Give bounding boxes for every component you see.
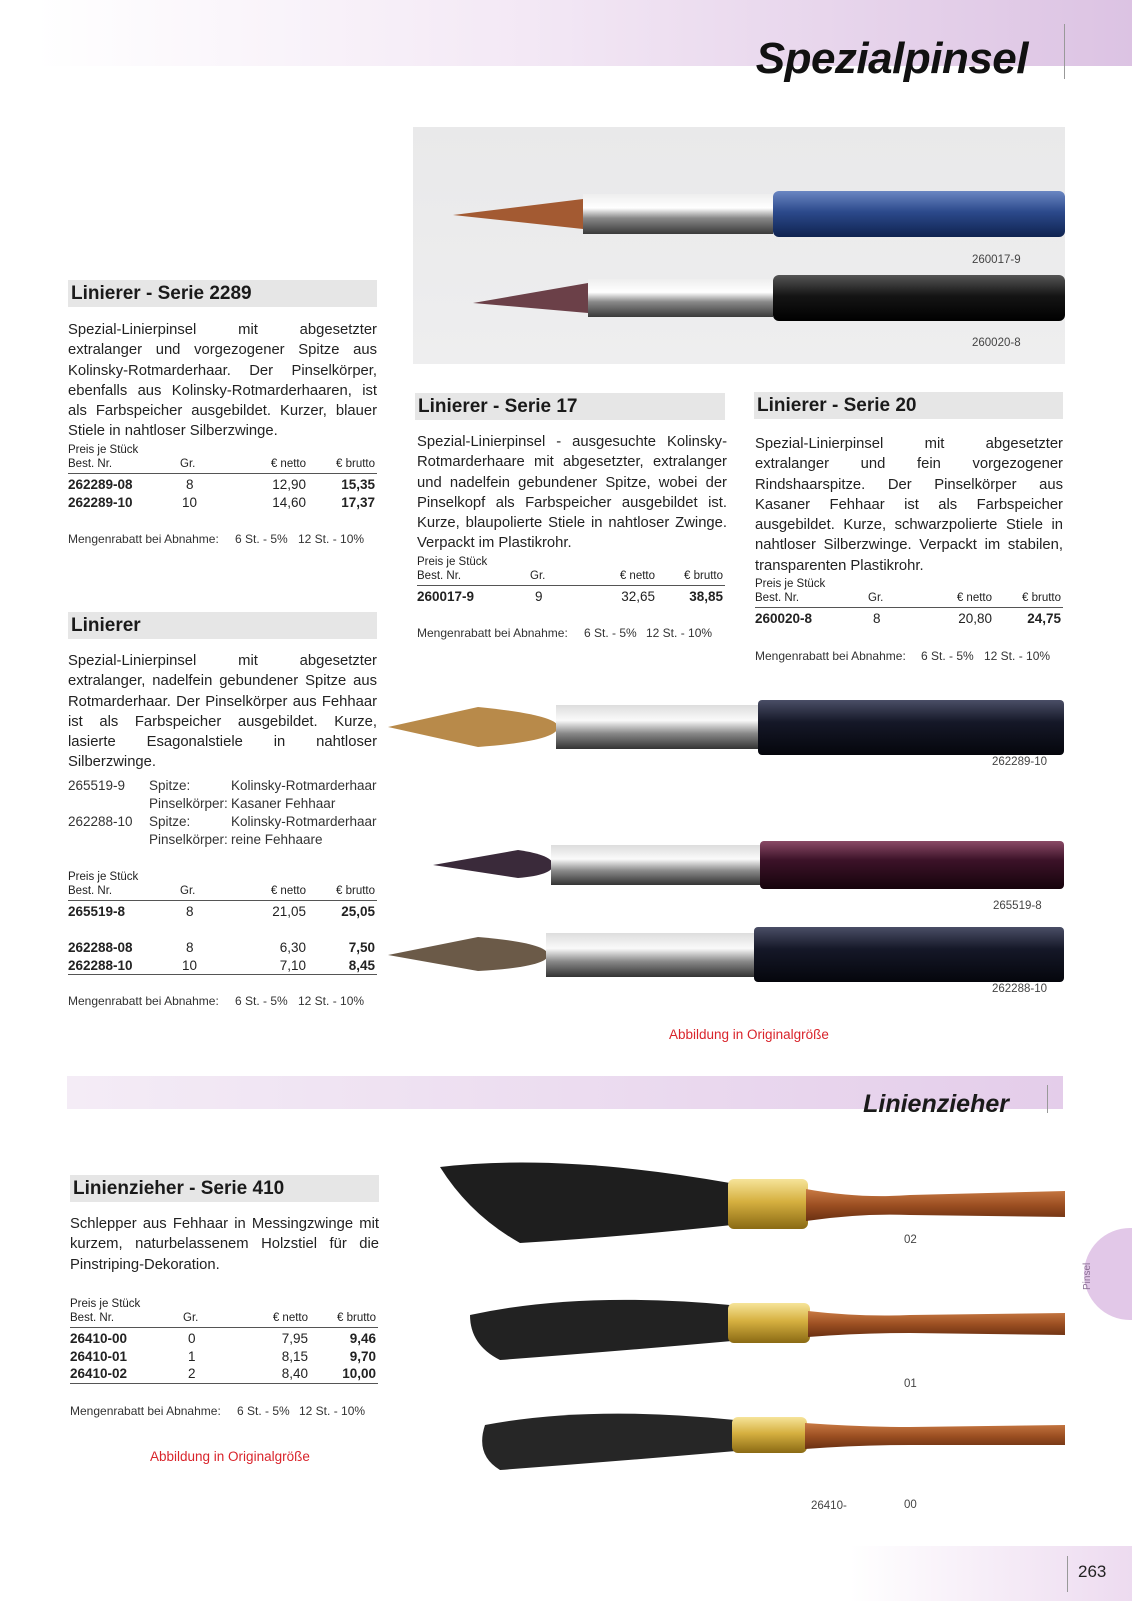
heading-divider <box>1047 1085 1048 1113</box>
table-row <box>70 1349 378 1367</box>
cell-brutto: 15,35 <box>341 477 375 492</box>
table-row <box>68 904 377 940</box>
col-gr-header: Gr. <box>868 592 884 604</box>
section-title-17: Linierer - Serie 17 <box>415 393 725 420</box>
photo-label: 00 <box>904 1499 917 1511</box>
cell-netto: 20,80 <box>958 611 992 626</box>
original-size-note: Abbildung in Originalgröße <box>669 1027 829 1042</box>
price-table-20 <box>755 578 1063 629</box>
cell-netto: 8,15 <box>281 1348 308 1364</box>
cell-nr: 260020-8 <box>755 611 813 626</box>
brush-illustration-svg <box>440 1155 1065 1495</box>
material-specs <box>68 777 377 849</box>
cell-gr: 9 <box>535 589 543 604</box>
cell-gr: 10 <box>182 957 198 973</box>
spec-value: Kolinsky-Rotmarderhaar <box>231 814 377 829</box>
cell-nr: 26410-00 <box>70 1331 128 1346</box>
side-register-label: Pinsel <box>1082 1262 1093 1290</box>
page-title: Spezialpinsel <box>755 34 1028 83</box>
photo-label: 260017-9 <box>972 254 1021 266</box>
col-nr-header: Best. Nr. <box>70 1312 115 1324</box>
cell-brutto: 17,37 <box>341 494 375 510</box>
cell-netto: 32,65 <box>621 589 655 604</box>
discount-12: 12 St. - 10% <box>299 1404 366 1418</box>
spec-value: reine Fehhaare <box>231 832 323 847</box>
volume-discount <box>68 994 377 1010</box>
cell-gr: 8 <box>186 904 194 919</box>
volume-discount <box>68 532 377 548</box>
brush-photo-linierer <box>388 695 1064 995</box>
photo-label: 265519-8 <box>993 900 1042 912</box>
brush-illustration-svg <box>413 127 1065 364</box>
spec-nr: 262288-10 <box>68 814 133 829</box>
col-nr-header: Best. Nr. <box>755 592 800 604</box>
cell-brutto: 24,75 <box>1027 611 1061 626</box>
table-row <box>755 611 1063 629</box>
cell-brutto: 9,46 <box>349 1331 376 1346</box>
linienzieher-heading: Linienzieher <box>863 1090 1009 1118</box>
cell-netto: 12,90 <box>272 477 306 492</box>
col-nr-header: Best. Nr. <box>417 570 462 582</box>
cell-nr: 26410-02 <box>70 1366 128 1381</box>
discount-12: 12 St. - 10% <box>298 532 365 546</box>
cell-netto: 6,30 <box>279 940 306 955</box>
cell-gr: 1 <box>188 1348 196 1364</box>
cell-gr: 2 <box>188 1366 196 1381</box>
price-per-piece-label: Preis je Stück <box>755 578 826 590</box>
discount-12: 12 St. - 10% <box>984 649 1051 663</box>
discount-12: 12 St. - 10% <box>646 626 713 640</box>
col-netto-header: € netto <box>270 885 306 897</box>
price-table-2289 <box>68 444 377 512</box>
col-netto-header: € netto <box>272 1312 308 1324</box>
cell-gr: 0 <box>188 1331 196 1346</box>
col-gr-header: Gr. <box>183 1312 199 1324</box>
col-brutto-header: € brutto <box>1022 592 1061 604</box>
spec-key: Spitze: <box>149 778 191 793</box>
brush-illustration-svg <box>388 695 1064 995</box>
cell-brutto: 25,05 <box>341 904 375 919</box>
original-size-note: Abbildung in Originalgröße <box>150 1449 310 1464</box>
title-divider <box>1064 24 1065 79</box>
section-desc-410: Schlepper aus Fehhaar in Messingzwinge mit kurzem, naturbelassenem Holzstiel für die Pinstriping-Dekoration. <box>70 1216 379 1273</box>
cell-netto: 7,10 <box>279 957 306 973</box>
price-per-piece-label: Preis je Stück <box>68 444 139 456</box>
section-desc-linierer: Spezial-Linierpinsel mit abgesetzter extralanger, nadelfein gebundener Spitze aus Rotmarderhaar. Der Pinselkörper aus Fehhaar ist als Farbspeicher ausgebildet. Kurze, lasierte Esagonalstiele in nahtloser Silberzwinge. <box>68 653 377 771</box>
discount-label: Mengenrabatt bei Abnahme: <box>417 626 568 640</box>
col-brutto-header: € brutto <box>336 458 375 470</box>
spec-key: Pinselkörper: <box>149 796 228 811</box>
price-per-piece-label: Preis je Stück <box>70 1298 141 1310</box>
cell-gr: 8 <box>873 611 881 626</box>
col-netto-header: € netto <box>619 570 655 582</box>
cell-brutto: 10,00 <box>342 1366 376 1381</box>
price-per-piece-label: Preis je Stück <box>417 556 488 568</box>
footer-divider <box>1067 1556 1068 1592</box>
discount-6: 6 St. - 5% <box>237 1404 290 1418</box>
cell-nr: 262289-08 <box>68 477 133 492</box>
price-per-piece-label: Preis je Stück <box>68 871 139 883</box>
table-row <box>70 1331 378 1349</box>
price-table-17 <box>417 556 725 607</box>
section-title-410: Linienzieher - Serie 410 <box>70 1175 379 1202</box>
cell-brutto: 38,85 <box>689 589 723 604</box>
photo-label: 01 <box>904 1378 917 1390</box>
col-gr-header: Gr. <box>180 458 196 470</box>
cell-netto: 21,05 <box>272 904 306 919</box>
section-title-20: Linierer - Serie 20 <box>754 392 1063 419</box>
cell-nr: 262288-10 <box>68 957 133 973</box>
section-desc-2289: Spezial-Linierpinsel mit abgesetzter extralanger und vorgezogener Spitze aus Kolinsky-Rotmarderhaar. Der Pinselkörper, ebenfalls aus Kolinsky-Rotmarderhaaren, ist als Farbspeicher ausgebildet. Kurzer, blauer Stiele in nahtloser Silberzwinge. <box>68 322 377 440</box>
discount-6: 6 St. - 5% <box>921 649 974 663</box>
col-brutto-header: € brutto <box>337 1312 376 1324</box>
table-row <box>68 495 377 513</box>
col-brutto-header: € brutto <box>684 570 723 582</box>
cell-gr: 8 <box>186 940 194 955</box>
brush-photo-linienzieher <box>440 1155 1065 1495</box>
discount-label: Mengenrabatt bei Abnahme: <box>755 649 906 663</box>
cell-gr: 8 <box>186 477 194 492</box>
cell-gr: 10 <box>182 494 198 510</box>
photo-label: 260020-8 <box>972 337 1021 349</box>
photo-label: 262289-10 <box>992 756 1047 768</box>
section-title-2289: Linierer - Serie 2289 <box>68 280 377 307</box>
cell-nr: 26410-01 <box>70 1348 128 1364</box>
discount-label: Mengenrabatt bei Abnahme: <box>68 994 219 1008</box>
col-nr-header: Best. Nr. <box>68 458 113 470</box>
discount-6: 6 St. - 5% <box>235 532 288 546</box>
col-gr-header: Gr. <box>530 570 546 582</box>
cell-nr: 260017-9 <box>417 589 475 604</box>
cell-brutto: 9,70 <box>349 1348 376 1364</box>
discount-6: 6 St. - 5% <box>235 994 288 1008</box>
discount-12: 12 St. - 10% <box>298 994 365 1008</box>
brush-photo-series17-20 <box>413 127 1065 364</box>
section-desc-17: Spezial-Linierpinsel - ausgesuchte Kolinsky-Rotmarderhaare mit abgesetzter, extralanger und nadelfein gebundener Spitze, wobei der Pinselkopf als Farbspeicher ausgebildet ist. Kurze, blaupolierte Stiele in nahtloser Zwinge. Verpackt im Plastikrohr. <box>417 434 727 552</box>
cell-netto: 8,40 <box>281 1366 308 1381</box>
table-row <box>417 589 725 607</box>
col-netto-header: € netto <box>956 592 992 604</box>
cell-nr: 262289-10 <box>68 494 133 510</box>
col-gr-header: Gr. <box>180 885 196 897</box>
col-nr-header: Best. Nr. <box>68 885 113 897</box>
cell-netto: 7,95 <box>281 1331 308 1346</box>
volume-discount <box>417 626 725 642</box>
spec-key: Pinselkörper: <box>149 832 228 847</box>
photo-label: 262288-10 <box>992 983 1047 995</box>
spec-nr: 265519-9 <box>68 778 126 793</box>
table-row <box>68 477 377 495</box>
spec-key: Spitze: <box>149 814 191 829</box>
cell-brutto: 7,50 <box>348 940 375 955</box>
table-row <box>70 1366 378 1384</box>
cell-netto: 14,60 <box>272 494 306 510</box>
table-row <box>68 958 377 976</box>
price-table-410 <box>70 1298 378 1384</box>
page-number: 263 <box>1078 1562 1107 1581</box>
cell-nr: 265519-8 <box>68 904 126 919</box>
price-table-linierer <box>68 871 377 975</box>
discount-label: Mengenrabatt bei Abnahme: <box>70 1404 221 1418</box>
spec-value: Kasaner Fehhaar <box>231 796 336 811</box>
volume-discount <box>70 1404 378 1420</box>
col-netto-header: € netto <box>270 458 306 470</box>
discount-6: 6 St. - 5% <box>584 626 637 640</box>
col-brutto-header: € brutto <box>336 885 375 897</box>
photo-label-prefix: 26410- <box>811 1500 847 1512</box>
table-row <box>68 940 377 958</box>
cell-nr: 262288-08 <box>68 940 133 955</box>
section-title-linierer: Linierer <box>68 612 377 639</box>
photo-label: 02 <box>904 1234 917 1246</box>
volume-discount <box>755 649 1063 665</box>
section-desc-20: Spezial-Linierpinsel mit abgesetzter extralanger und fein vorgezogener Rindshaarspitze. Der Pinselkörper aus Kasaner Fehhaar ist als Farbspeicher ausgebildet. Kurze, schwarzpolierte Stiele in nahtloser Silberzwinge. Verpackt im stabilen, transparenten Plastikrohr. <box>755 436 1063 574</box>
cell-brutto: 8,45 <box>348 957 375 973</box>
discount-label: Mengenrabatt bei Abnahme: <box>68 532 219 546</box>
spec-value: Kolinsky-Rotmarderhaar <box>231 778 377 793</box>
